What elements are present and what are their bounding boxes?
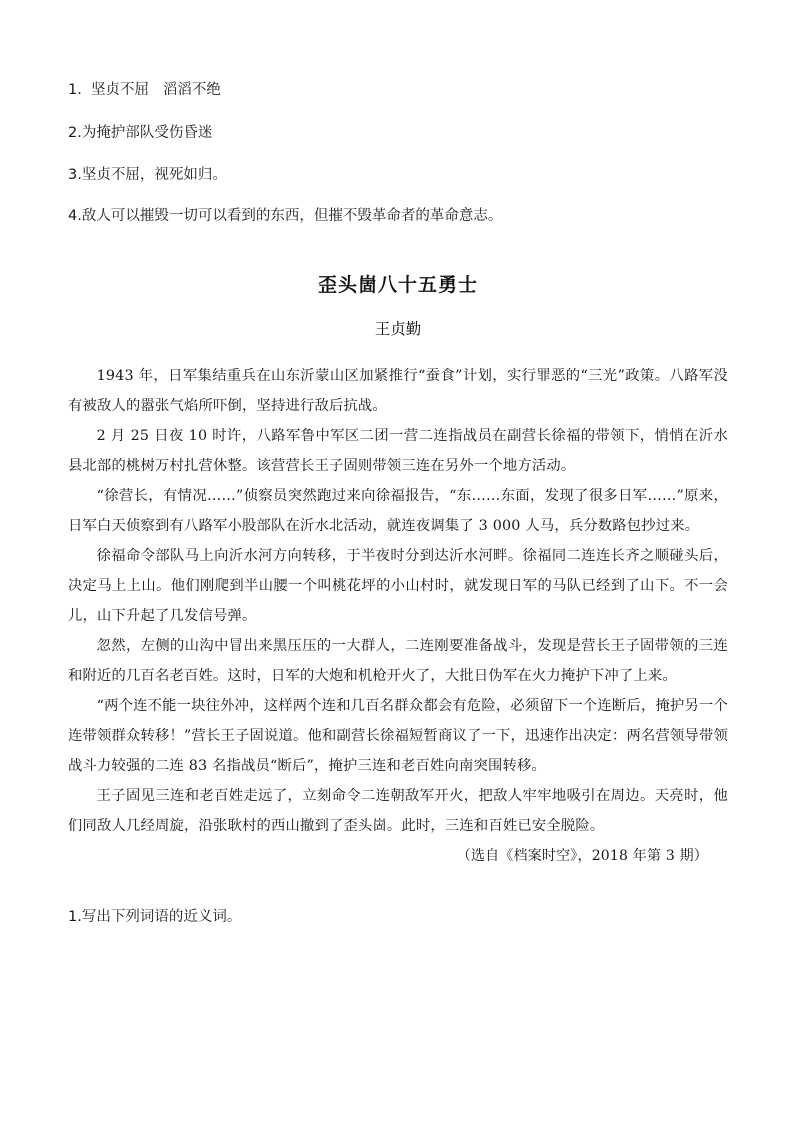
article-title: 歪头崮八十五勇士 [317,274,478,296]
article-paragraph: 1943 年，日军集结重兵在山东沂蒙山区加紧推行“蚕食”计划，实行罪恶的“三光”政策。八路军没有被敌人的嚣张气焰所吓倒，坚持进行敌后抗战。 [68,368,728,414]
article-body [68,361,728,871]
answer-item-4: 4.敌人可以摧毁一切可以看到的东西，但摧不毁革命者的革命意志。 [68,208,503,225]
answer-item-2: 2.为掩护部队受伤昏迷 [68,124,213,141]
article-paragraph: “两个连不能一块往外冲，这样两个连和几百名群众都会有危险，必须留下一个连断后，掩护另一个连带领群众转移！”营长王子固说道。他和副营长徐福短暂商议了一下，迅速作出决定：两名营领导带领战斗力较强的二连 83 名指战员“断后”，掩护三连和老百姓向南突围转移。 [68,698,728,774]
answer-item-1: 1. 坚贞不屈 滔滔不绝 [68,82,221,98]
article-source: （选自《档案时空》，2018 年第 3 期） [456,848,708,864]
article-paragraph: 徐福命令部队马上向沂水河方向转移，于半夜时分到达沂水河畔。徐福同二连连长齐之顺碰头后，决定马上上山。他们刚爬到半山腰一个叫桃花坪的小山村时，就发现日军的马队已经到了山下。不一会儿，山下升起了几发信号弹。 [68,548,728,624]
article-paragraph: 忽然，左侧的山沟中冒出来黑压压的一大群人，二连刚要准备战斗，发现是营长王子固带领的三连和附近的几百名老百姓。这时，日军的大炮和机枪开火了，大批日伪军在火力掩护下冲了上来。 [68,638,728,684]
question-item-1: 1.写出下列词语的近义词。 [68,909,242,925]
article-paragraph: 王子固见三连和老百姓走远了，立刻命令二连朝敌军开火，把敌人牢牢地吸引在周边。天亮时，他们同敌人几经周旋，沿张耿村的西山撤到了歪头崮。此时，三连和百姓已安全脱险。 [68,788,728,834]
article-paragraph: 2 月 25 日夜 10 时许，八路军鲁中军区二团一营二连指战员在副营长徐福的带领下，悄悄在沂水县北部的桃树万村扎营休整。该营营长王子固则带领三连在另外一个地方活动。 [68,428,728,474]
article-author: 王贞勤 [374,320,422,338]
page-content [68,80,728,926]
article-paragraph: “徐营长，有情况……”侦察员突然跑过来向徐福报告，“东……东面，发现了很多日军……”原来，日军白天侦察到有八路军小股部队在沂水北活动，就连夜调集了 3 000 人马，兵分数路包抄过来。 [68,488,728,534]
answer-item-3: 3.坚贞不屈，视死如归。 [68,166,227,183]
answer-list [68,80,728,228]
